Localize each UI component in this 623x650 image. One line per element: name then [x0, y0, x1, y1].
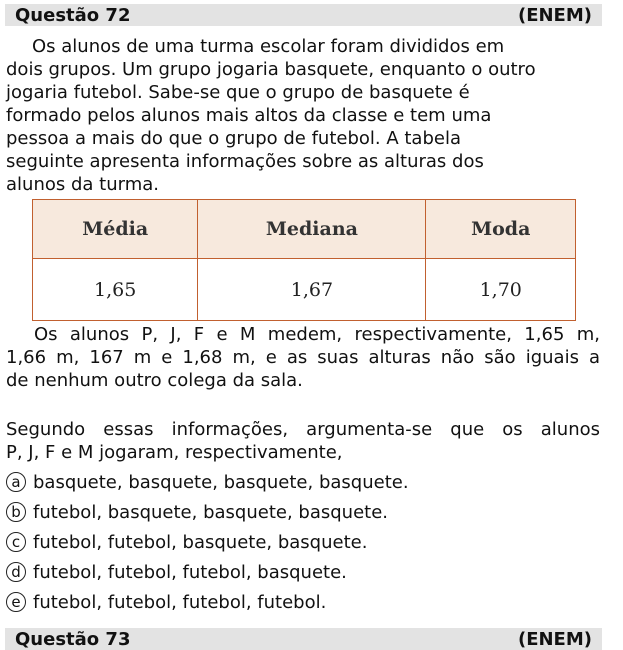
next-question-title: Questão 73 [15, 628, 131, 650]
option-text: futebol, futebol, basquete, basquete. [33, 531, 368, 553]
table-header-cell: Mediana [198, 200, 426, 259]
measurements-paragraph [6, 323, 600, 392]
option-letter-circle: e [6, 592, 26, 612]
answer-option-d[interactable] [6, 557, 409, 587]
paragraph-line: P, J, F e M jogaram, respectivamente, [6, 442, 343, 463]
intro-line: alunos da turma. [6, 174, 159, 195]
table-cell: 1,65 [33, 259, 198, 321]
paragraph-line: Os alunos P, J, F e M medem, respectivamente, 1,65 m, [34, 324, 600, 345]
question-prompt [6, 418, 600, 464]
paragraph-line: de nenhum outro colega da sala. [6, 370, 303, 391]
intro-line: pessoa a mais do que o grupo de futebol. A tabela [6, 128, 461, 149]
answer-option-a[interactable] [6, 467, 409, 497]
answer-option-e[interactable] [6, 587, 409, 617]
paragraph-line: 1,66 m, 167 m e 1,68 m, e as suas alturas não são iguais a [6, 347, 600, 368]
answer-options [6, 467, 409, 617]
paragraph-line: Segundo essas informações, argumenta-se que os alunos [6, 419, 600, 440]
next-question-source: (ENEM) [517, 628, 592, 650]
intro-line: seguinte apresenta informações sobre as alturas dos [6, 151, 484, 172]
intro-line: dois grupos. Um grupo jogaria basquete, enquanto o outro [6, 59, 536, 80]
answer-option-c[interactable] [6, 527, 409, 557]
question-intro [6, 35, 600, 196]
table-header-cell: Média [33, 200, 198, 259]
next-question-header [5, 628, 602, 650]
option-text: basquete, basquete, basquete, basquete. [33, 471, 409, 493]
intro-line: Os alunos de uma turma escolar foram divididos em [32, 36, 505, 57]
height-statistics-table [32, 199, 576, 321]
question-header [5, 4, 602, 26]
table-cell: 1,70 [426, 259, 576, 321]
table-header-cell: Moda [426, 200, 576, 259]
table-cell: 1,67 [198, 259, 426, 321]
option-text: futebol, futebol, futebol, futebol. [33, 591, 327, 613]
option-letter-circle: c [6, 532, 26, 552]
table-header-row [33, 200, 576, 259]
option-letter-circle: b [6, 502, 26, 522]
intro-line: formado pelos alunos mais altos da classe e tem uma [6, 105, 492, 126]
question-title: Questão 72 [15, 4, 131, 26]
table-row [33, 259, 576, 321]
option-text: futebol, futebol, futebol, basquete. [33, 561, 347, 583]
option-letter-circle: a [6, 472, 26, 492]
question-source: (ENEM) [517, 4, 592, 26]
option-letter-circle: d [6, 562, 26, 582]
intro-line: jogaria futebol. Sabe-se que o grupo de basquete é [6, 82, 470, 103]
answer-option-b[interactable] [6, 497, 409, 527]
option-text: futebol, basquete, basquete, basquete. [33, 501, 388, 523]
